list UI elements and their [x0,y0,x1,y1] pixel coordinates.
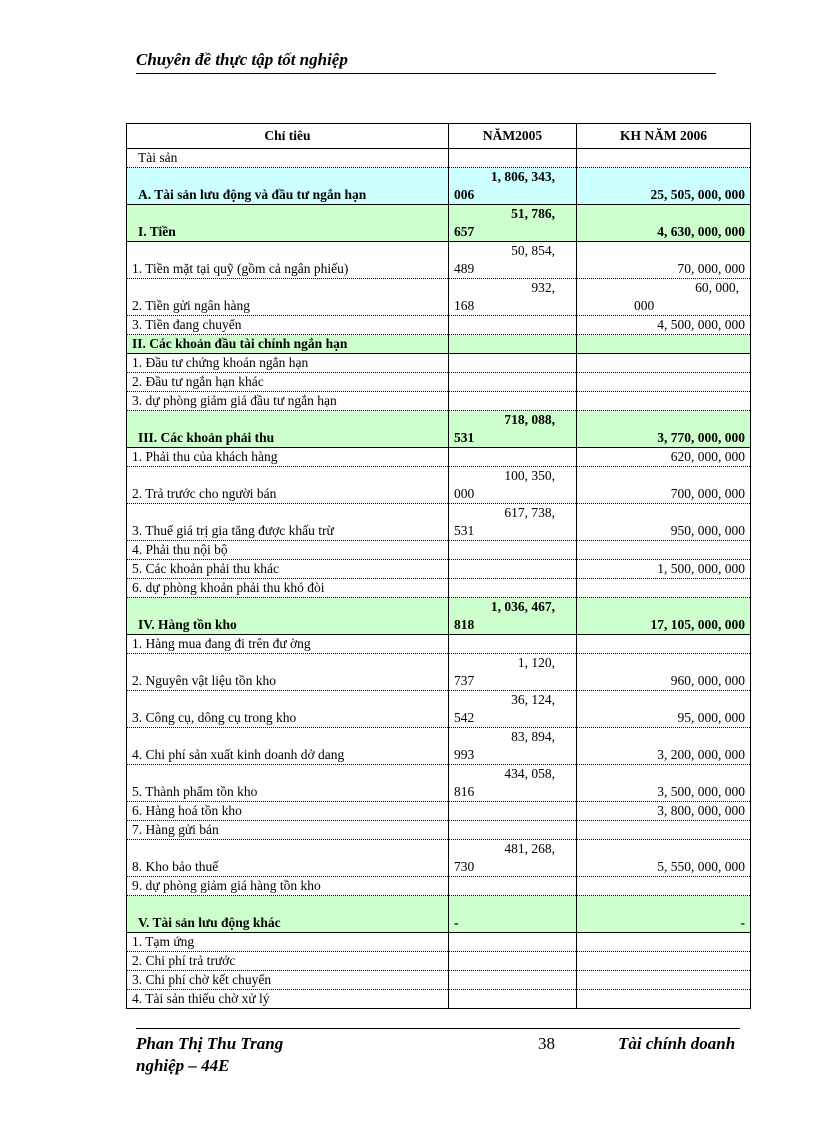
value-2005 [449,354,577,373]
row-label: 3. Thuế giá trị gia tăng được khấu trừ [127,504,449,541]
value-plan-2006 [577,952,751,971]
table-row [127,691,751,728]
value-2005-line2: 657 [454,224,475,239]
value-plan-2006 [577,635,751,654]
table-row [127,635,751,654]
page-header: Chuyên đề thực tập tốt nghiệp [136,50,716,74]
row-label: A. Tài sản lưu động và đầu tư ngắn hạn [127,168,449,205]
value-2005 [449,504,577,541]
value-2005 [449,467,577,504]
value-2005-line1: 1, 036, 467, [490,599,555,614]
value-2005-line1: 83, 894, [511,729,555,744]
table-row [127,541,751,560]
table-row [127,821,751,840]
value-2005-line2: - [454,915,459,930]
row-label: III. Các khoản phải thu [127,411,449,448]
value-plan-2006: 17, 105, 000, 000 [577,598,751,635]
value-2005-line2: 531 [454,430,475,445]
table-body [127,149,751,1009]
value-2005-line1: 1, 120, [517,655,555,670]
value-plan-2006 [577,990,751,1009]
table-row [127,279,751,316]
row-label: 2. Đầu tư ngắn hạn khác [127,373,449,392]
value-plan-2006: 620, 000, 000 [577,448,751,467]
row-label: 3. Chi phí chờ kết chuyển [127,971,449,990]
value-plan-2006 [577,579,751,598]
value-2005-line2: 737 [454,673,475,688]
row-label: 5. Thành phẩm tồn kho [127,765,449,802]
value-2005 [449,952,577,971]
table-row [127,896,751,933]
row-label: 4. Chi phí sản xuất kinh doanh dở dang [127,728,449,765]
value-plan-2006 [577,821,751,840]
table-row [127,560,751,579]
value-2005 [449,821,577,840]
row-label: 1. Tạm ứng [127,933,449,952]
value-2005-line2: 816 [454,784,475,799]
value-plan-2006: 70, 000, 000 [577,242,751,279]
table-row [127,242,751,279]
value-plan-2006: 700, 000, 000 [577,467,751,504]
row-label: 3. Công cụ, dông cụ trong kho [127,691,449,728]
row-label: 9. dự phòng giảm giá hàng tồn kho [127,877,449,896]
value-2005 [449,802,577,821]
value-plan-2006: 950, 000, 000 [577,504,751,541]
value-2005 [449,373,577,392]
value-2005-line2: 489 [454,261,475,276]
value-plan-2006 [577,933,751,952]
value-2005 [449,149,577,168]
table-row [127,316,751,335]
row-label: 4. Phải thu nội bộ [127,541,449,560]
value-2005-line1: 51, 786, [511,206,555,221]
row-label: 3. Tiền đang chuyển [127,316,449,335]
value-2005 [449,728,577,765]
table-row [127,579,751,598]
table-row [127,354,751,373]
value-plan-2006: 25, 505, 000, 000 [577,168,751,205]
table-row [127,205,751,242]
value-plan-2006 [577,877,751,896]
value-2005-line1: 481, 268, [504,841,555,856]
footer-author-class: nghiệp – 44E [136,1056,230,1075]
value-plan-2006 [577,354,751,373]
table-row [127,971,751,990]
table-row [127,149,751,168]
value-2005 [449,990,577,1009]
value-plan-2006-line1: 60, 000, [695,280,739,295]
value-2005 [449,560,577,579]
value-2005 [449,411,577,448]
value-2005 [449,316,577,335]
row-label: Tài sản [127,149,449,168]
row-label: 3. dự phòng giảm giá đầu tư ngắn hạn [127,392,449,411]
value-2005-line2: 993 [454,747,475,762]
value-2005-line2: 000 [454,486,475,501]
value-plan-2006: 3, 500, 000, 000 [577,765,751,802]
table-row [127,933,751,952]
value-2005-line1: 932, [531,280,555,295]
value-2005 [449,541,577,560]
table-row [127,335,751,354]
value-2005 [449,335,577,354]
row-label: 1. Đầu tư chứng khoán ngắn hạn [127,354,449,373]
table-row [127,802,751,821]
value-2005-line2: 168 [454,298,475,313]
value-2005-line1: 434, 058, [504,766,555,781]
value-plan-2006: 95, 000, 000 [577,691,751,728]
value-2005-line1: 50, 854, [511,243,555,258]
row-label: 6. dự phòng khoản phải thu khó đòi [127,579,449,598]
value-plan-2006: 3, 770, 000, 000 [577,411,751,448]
value-2005 [449,654,577,691]
footer-author-name: Phan Thị Thu Trang [136,1034,284,1053]
footer-author [136,1033,283,1077]
value-2005-line1: 718, 088, [504,412,555,427]
row-label: 2. Nguyên vật liệu tồn kho [127,654,449,691]
value-plan-2006: - [577,896,751,933]
value-2005 [449,392,577,411]
value-plan-2006 [577,541,751,560]
row-label: V. Tài sản lưu động khác [127,896,449,933]
table-row [127,392,751,411]
value-2005 [449,933,577,952]
value-plan-2006: 1, 500, 000, 000 [577,560,751,579]
value-plan-2006 [577,373,751,392]
table-row [127,467,751,504]
value-plan-2006: 3, 200, 000, 000 [577,728,751,765]
value-plan-2006-line2: 000 [634,298,655,313]
value-plan-2006: 4, 500, 000, 000 [577,316,751,335]
table-row [127,168,751,205]
value-2005-line2: 542 [454,710,475,725]
value-2005-line2: 006 [454,187,475,202]
table-row [127,598,751,635]
value-2005 [449,279,577,316]
row-label: 8. Kho bảo thuế [127,840,449,877]
table-row [127,840,751,877]
value-2005 [449,765,577,802]
row-label: 1. Tiền mặt tại quỹ (gồm cả ngân phiếu) [127,242,449,279]
value-2005 [449,579,577,598]
balance-sheet-table [126,123,751,1009]
value-2005 [449,877,577,896]
value-2005 [449,971,577,990]
value-2005-line1: 36, 124, [511,692,555,707]
column-header-plan-2006: KH NĂM 2006 [577,124,751,149]
table-row [127,728,751,765]
value-plan-2006 [577,335,751,354]
value-2005 [449,598,577,635]
row-label: 1. Phải thu của khách hàng [127,448,449,467]
value-2005 [449,205,577,242]
table-row [127,990,751,1009]
value-2005-line2: 531 [454,523,475,538]
row-label: 2. Trả trước cho người bán [127,467,449,504]
row-label: 1. Hàng mua đang đi trên đư ờng [127,635,449,654]
table-row [127,877,751,896]
page-number: 38 [538,1034,555,1053]
footer-divider [136,1028,740,1029]
column-header-indicator: Chỉ tiêu [127,124,449,149]
table-header-row [127,124,751,149]
table-row [127,504,751,541]
value-2005 [449,896,577,933]
row-label: II. Các khoản đầu tài chính ngắn hạn [127,335,449,354]
row-label: 2. Tiền gửi ngân hàng [127,279,449,316]
value-2005 [449,242,577,279]
value-2005 [449,168,577,205]
row-label: 7. Hàng gửi bán [127,821,449,840]
row-label: I. Tiền [127,205,449,242]
table-row [127,952,751,971]
value-plan-2006 [577,971,751,990]
footer-department: Tài chính doanh [618,1034,736,1053]
value-plan-2006 [577,279,751,316]
row-label: 5. Các khoản phải thu khác [127,560,449,579]
column-header-2005: NĂM2005 [449,124,577,149]
table-row [127,448,751,467]
value-2005 [449,448,577,467]
table-row [127,411,751,448]
value-2005-line2: 818 [454,617,475,632]
value-plan-2006: 4, 630, 000, 000 [577,205,751,242]
value-plan-2006 [577,392,751,411]
value-2005-line1: 100, 350, [504,468,555,483]
table-row [127,373,751,392]
value-plan-2006: 3, 800, 000, 000 [577,802,751,821]
value-2005-line1: 617, 738, [504,505,555,520]
value-2005 [449,635,577,654]
value-2005 [449,840,577,877]
table-row [127,654,751,691]
row-label: 2. Chi phí trả trước [127,952,449,971]
value-2005 [449,691,577,728]
table-row [127,765,751,802]
value-plan-2006: 960, 000, 000 [577,654,751,691]
value-plan-2006: 5, 550, 000, 000 [577,840,751,877]
value-2005-line2: 730 [454,859,475,874]
value-plan-2006 [577,149,751,168]
row-label: 6. Hàng hoá tồn kho [127,802,449,821]
value-2005-line1: 1, 806, 343, [490,169,555,184]
row-label: IV. Hàng tồn kho [127,598,449,635]
row-label: 4. Tài sản thiếu chờ xử lý [127,990,449,1009]
